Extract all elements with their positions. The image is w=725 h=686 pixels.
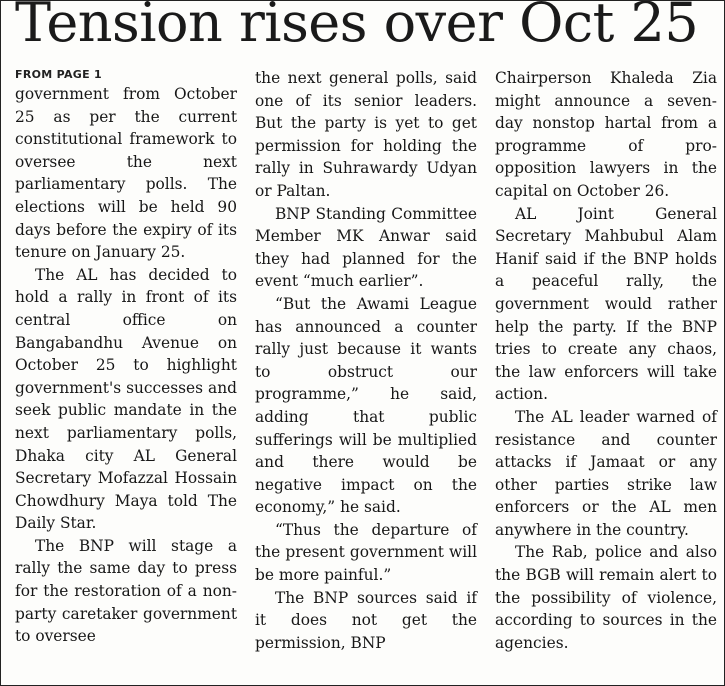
article-column-3 [495, 67, 717, 654]
paragraph: The BNP sources said if it does not get the permission, BNP [255, 588, 477, 652]
article-column-2 [255, 67, 477, 654]
headline: Tension rises over Oct 25 [15, 0, 699, 54]
paragraph: The AL has decided to hold a rally in front of its central office on Bangabandhu Avenue on October 25 to highlight government's successes and seek public mandate in the next parliamentary polls, Dhaka city AL General Secretary Mofazzal Hossain Chowdhury Maya told The Daily Star. [15, 265, 237, 533]
paragraph: the next general polls, said one of its senior leaders. But the party is yet to get permission for holding the rally in Suhrawardy Udyan or Paltan. [255, 69, 477, 200]
paragraph: The Rab, police and also the BGB will remain alert to the possibility of violence, according to sources in the agencies. [495, 543, 717, 652]
paragraph: The AL leader warned of resistance and counter attacks if Jamaat or any other parties strike law enforcers or the AL men anywhere in the country. [495, 407, 717, 539]
paragraph: government from October 25 as per the current constitutional framework to oversee the next parliamentary polls. The elections will be held 90 days before the expiry of its tenure on January 25. [15, 85, 237, 262]
paragraph: “Thus the departure of the present government will be more painful.” [255, 520, 477, 585]
paragraph: AL Joint General Secretary Mahbubul Alam Hanif said if the BNP holds a peaceful rally, the government would rather help the party. If the BNP tries to create any chaos, the law enforcers will take action. [495, 204, 717, 404]
continuation-kicker: FROM PAGE 1 [15, 68, 103, 81]
paragraph: “But the Awami League has announced a counter rally just because it wants to obstruct our programme,” he said, adding that public sufferings will be multiplied and there would be negative impact on the economy,” he said. [255, 294, 477, 517]
paragraph: BNP Standing Committee Member MK Anwar said they had planned for the event “much earlier”. [255, 204, 477, 291]
paragraph: The BNP will stage a rally the same day to press for the restoration of a non-party caretaker government to oversee [15, 536, 237, 646]
article-column-1 [15, 67, 237, 648]
paragraph: Chairperson Khaleda Zia might announce a seven-day nonstop hartal from a programme of pro-opposition lawyers in the capital on October 26. [495, 69, 717, 200]
